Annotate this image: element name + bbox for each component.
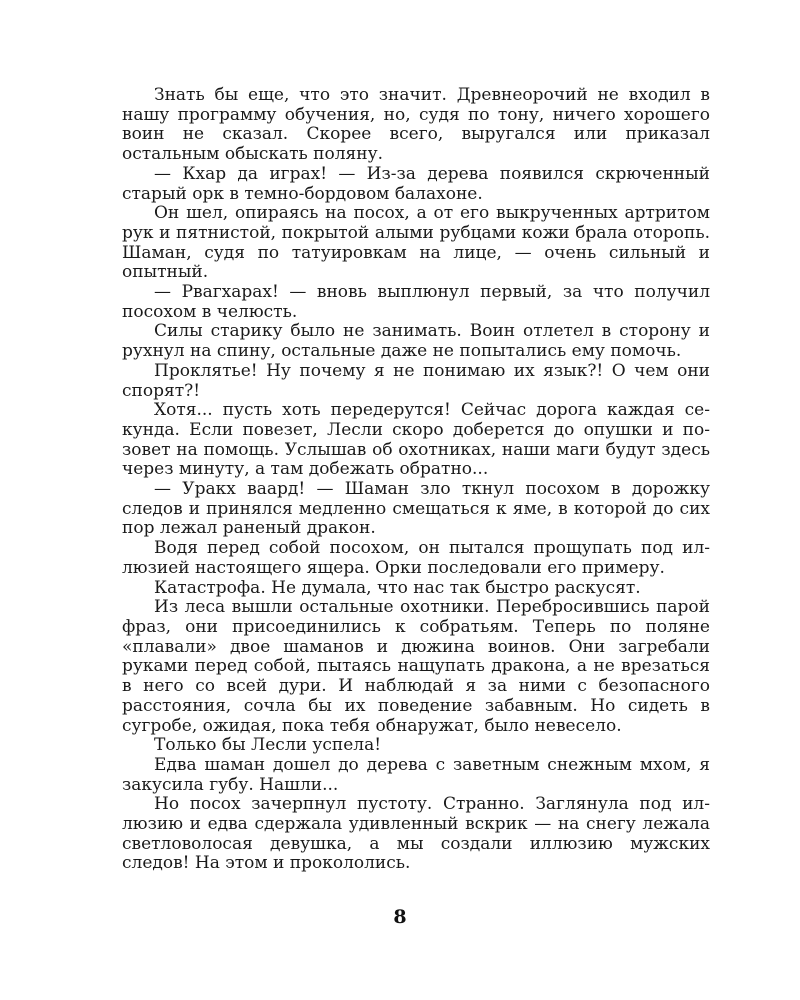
paragraph: Только бы Лесли успела! bbox=[154, 735, 382, 756]
body-text bbox=[122, 86, 710, 874]
paragraph: Проклятье! Ну почему я не понимаю их язык?! О чем они спорят?! bbox=[122, 360, 710, 401]
paragraph: Из леса вышли остальные охотники. Перебросившись парой фраз, они присоединились к собратьям. Теперь по поляне «плавали» двое шаманов и дюжина воинов. Они загребали руками перед собой, пытаясь нащупать дракона, а не врезаться в него со всей дури. И наблюдай я за ними с безопасного расстояния, сочла бы их поведение забавным. Но сидеть в сугробе, ожидая, пока тебя обнаружат, было невесело. bbox=[122, 597, 710, 736]
paragraph: Силы старику было не занимать. Воин отлетел в сторону и рухнул на спину, остальные даже не попытались ему помочь. bbox=[122, 321, 710, 362]
paragraph: — Кхар да играх! — Из-за дерева появился скрюченный старый орк в темно-бордовом балахоне. bbox=[122, 163, 710, 204]
paragraph: — Уракх ваард! — Шаман зло ткнул посохом в дорожку следов и принялся медленно смещаться к яме, в которой до сих пор лежал раненый дракон. bbox=[122, 479, 710, 539]
paragraph: Но посох зачерпнул пустоту. Странно. Заглянула под иллюзию и едва сдержала удивленный вскрик — на снегу лежала светловолосая девушка, а мы создали иллюзию мужских следов! На этом и прокололись. bbox=[122, 794, 710, 874]
paragraph: Катастрофа. Не думала, что нас так быстро раскусят. bbox=[154, 577, 641, 598]
paragraph: Он шел, опираясь на посох, а от его выкрученных артритом рук и пятнистой, покрытой алыми рубцами кожи брала оторопь. Шаман, судя по татуировкам на лице, — очень сильный и опытный. bbox=[122, 203, 710, 283]
paragraph: Водя перед собой посохом, он пытался прощупать под иллюзией настоящего ящера. Орки последовали его примеру. bbox=[122, 538, 710, 578]
paragraph: Знать бы еще, что это значит. Древнеорочий не входил в нашу программу обучения, но, судя по тону, ничего хорошего воин не сказал. Скорее всего, выругался или приказал остальным обыскать поляну. bbox=[122, 85, 710, 165]
paragraph: Едва шаман дошел до дерева с заветным снежным мхом, я закусила губу. Нашли... bbox=[122, 754, 710, 795]
page-number: 8 bbox=[393, 906, 407, 928]
paragraph: — Рвагхарах! — вновь выплюнул первый, за что получил посохом в челюсть. bbox=[122, 282, 710, 322]
paragraph: Хотя... пусть хоть передерутся! Сейчас дорога каждая секунда. Если повезет, Лесли скоро доберется до опушки и позовет на помощь. Услышав об охотниках, наши маги будут здесь через минуту, а там добежать обратно... bbox=[122, 400, 710, 480]
